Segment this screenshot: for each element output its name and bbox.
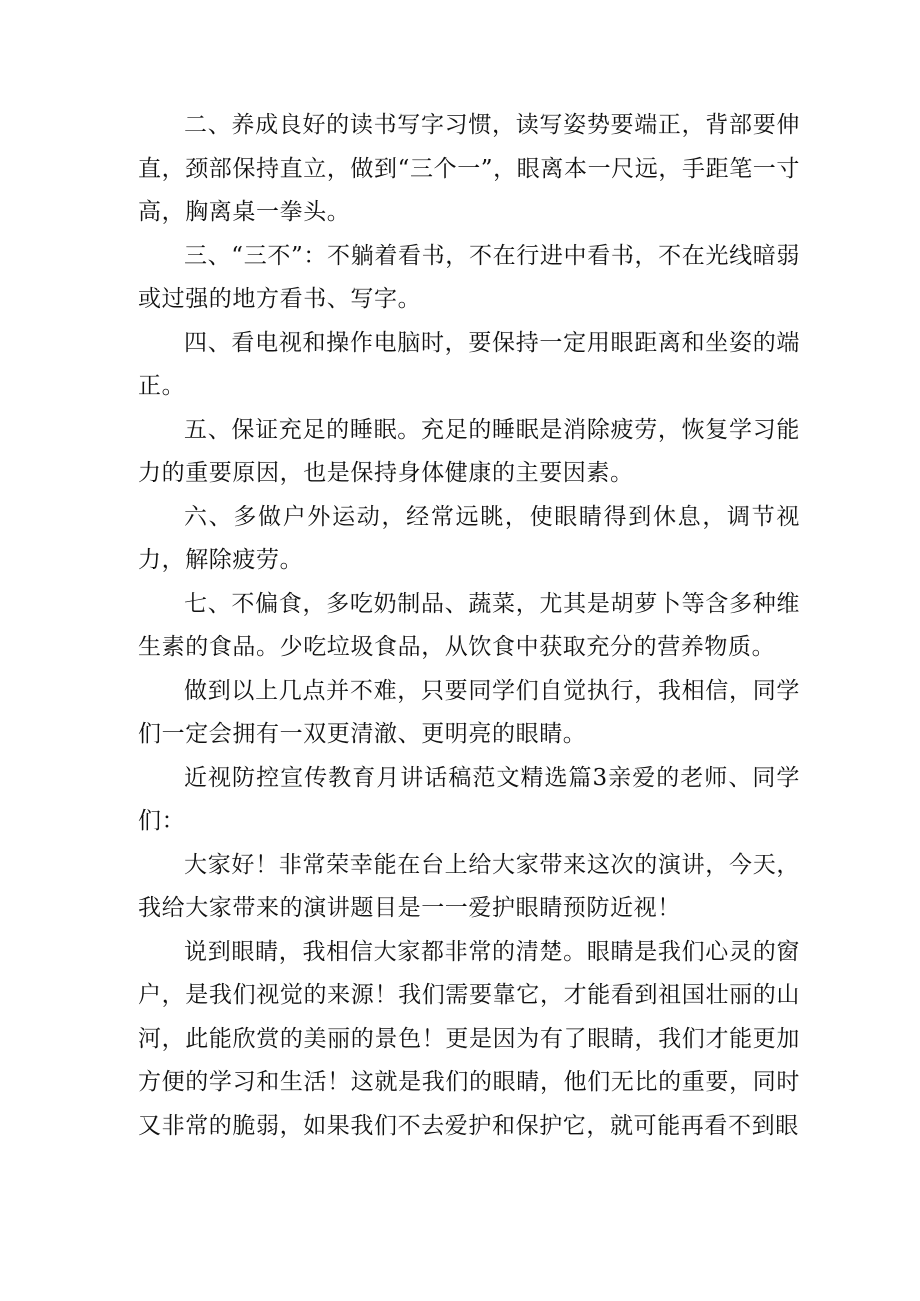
paragraph-6: 七、不偏食，多吃奶制品、蔬菜，尤其是胡萝卜等含多种维生素的食品。少吃垃圾食品，从饮食中获取充分的营养物质。 bbox=[138, 590, 800, 660]
paragraph-7: 做到以上几点并不难，只要同学们自觉执行，我相信，同学们一定会拥有一双更清澈、更明亮的眼睛。 bbox=[138, 677, 800, 747]
document-body bbox=[138, 104, 800, 1148]
paragraph-8-section-title: 近视防控宣传教育月讲话稿范文精选篇3亲爱的老师、同学们： bbox=[138, 764, 800, 834]
paragraph-2: 三、“三不”：不躺着看书，不在行进中看书，不在光线暗弱或过强的地方看书、写字。 bbox=[138, 242, 800, 312]
paragraph-3: 四、看电视和操作电脑时，要保持一定用眼距离和坐姿的端正。 bbox=[138, 329, 800, 399]
paragraph-10: 说到眼睛，我相信大家都非常的清楚。眼睛是我们心灵的窗户，是我们视觉的来源！我们需要靠它，才能看到祖国壮丽的山河，此能欣赏的美丽的景色！更是因为有了眼睛，我们才能更加方便的学习和生活！这就是我们的眼睛，他们无比的重要，同时又非常的脆弱，如果我们不去爱护和保护它，就可能再看不到眼 bbox=[138, 938, 800, 1139]
paragraph-9: 大家好！非常荣幸能在台上给大家带来这次的演讲，今天，我给大家带来的演讲题目是一一爱护眼睛预防近视！ bbox=[138, 851, 800, 921]
paragraph-4: 五、保证充足的睡眠。充足的睡眠是消除疲劳，恢复学习能力的重要原因，也是保持身体健康的主要因素。 bbox=[138, 416, 800, 486]
paragraph-1: 二、养成良好的读书写字习惯，读写姿势要端正，背部要伸直，颈部保持直立，做到“三个一”，眼离本一尺远，手距笔一寸高，胸离桌一拳头。 bbox=[138, 112, 800, 225]
paragraph-5: 六、多做户外运动，经常远眺，使眼睛得到休息，调节视力，解除疲劳。 bbox=[138, 503, 800, 573]
